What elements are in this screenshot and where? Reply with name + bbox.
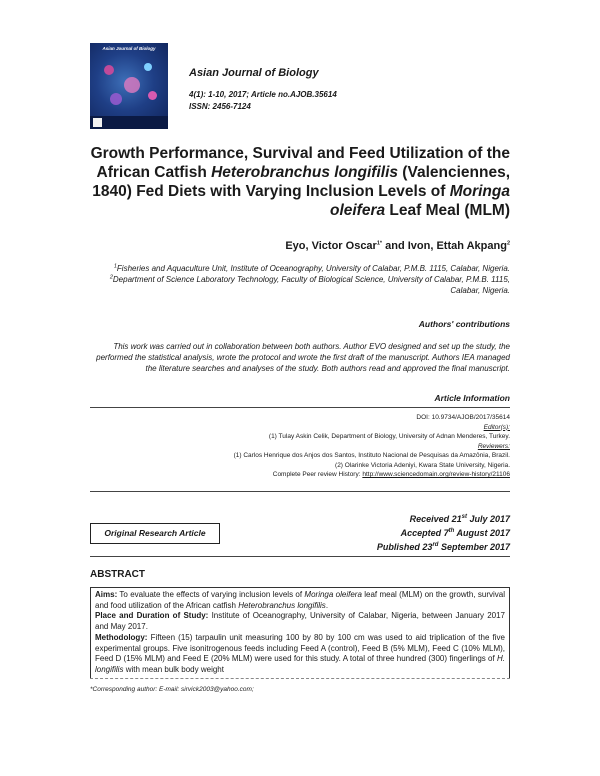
volume-line: 4(1): 1-10, 2017; Article no.AJOB.35614 <box>189 90 337 99</box>
reviewer-entry: (2) Olarinke Victoria Adeniyi, Kwara State University, Nigeria. <box>335 461 510 469</box>
doi: DOI: 10.9734/AJOB/2017/35614 <box>416 414 510 421</box>
article-info-heading: Article Information <box>434 393 510 403</box>
affiliation-text: Department of Science Laboratory Technology, Faculty of Biological Science, University of Calabar, P.M.B. 1115, Calabar, Nigeria. <box>112 275 510 295</box>
abstract-species: H. longifilis <box>95 654 505 674</box>
title-species: Heterobranchus longifilis <box>211 164 398 181</box>
cover-title: Asian Journal of Biology <box>102 46 156 51</box>
corresponding-author-footnote: *Corresponding author: E-mail: sirvick2003@yahoo.com; <box>90 686 254 693</box>
affiliation-item <box>80 274 510 296</box>
title-text: (Valenciennes, 1840) Fed Diets with Varying Inclusion Levels of <box>92 164 510 200</box>
affiliation-number: 2 <box>109 274 113 281</box>
issn-line: ISSN: 2456-7124 <box>189 102 251 111</box>
title-text: Leaf Meal (MLM) <box>385 202 510 219</box>
abstract-text: Institute of Oceanography, University of Calabar, Nigeria, between January 2017 and May 2017. <box>95 611 506 632</box>
footnote-divider <box>90 678 510 679</box>
date-text: Published 23 <box>376 542 433 552</box>
abstract-text: with mean bulk body weight <box>123 664 224 674</box>
publisher-logo-icon <box>93 118 102 127</box>
accepted-date <box>377 525 510 539</box>
review-history-link[interactable]: http://www.sciencedomain.org/review-history/21106 <box>362 471 510 478</box>
abstract-methodology <box>95 633 505 676</box>
review-history <box>80 470 510 480</box>
abstract-label: Methodology: <box>95 632 148 642</box>
author-connector: and <box>382 240 408 252</box>
contributions-heading: Authors' contributions <box>418 319 510 329</box>
abstract-species: Moringa oleifera <box>304 590 362 599</box>
article-title <box>80 144 510 220</box>
published-date <box>377 539 510 553</box>
abstract-species: Heterobranchus longifilis <box>238 600 326 610</box>
divider <box>90 407 510 408</box>
abstract-text: . <box>325 600 329 610</box>
title-species: Moringa oleifera <box>329 183 510 219</box>
reviewers-label: Reviewers: <box>477 442 510 450</box>
author-name: Eyo, Victor Oscar <box>285 240 377 252</box>
contributions-text: This work was carried out in collaboration between both authors. Author EVO designed and set up the study, the performed the statistical analysis, wrote the protocol and wrote the first draft of the manuscript. Authors IEA managed the literature searches and analyses of the study. Both authors read and approved the final manuscript. <box>96 342 510 373</box>
divider <box>90 491 510 492</box>
affiliations <box>80 263 510 296</box>
author-list <box>285 240 510 252</box>
cover-art-dot <box>148 91 157 100</box>
author-affiliation-mark: 1* <box>376 240 383 247</box>
date-text: September 2017 <box>438 542 510 552</box>
divider <box>90 556 510 557</box>
affiliation-item <box>80 263 510 274</box>
received-date <box>377 511 510 525</box>
journal-name: Asian Journal of Biology <box>189 67 319 79</box>
editors-label: Editor(s): <box>483 423 510 431</box>
date-suffix: st <box>461 514 467 520</box>
abstract-box <box>90 587 510 678</box>
cover-art-dot <box>124 77 140 93</box>
author-name: Ivon, Ettah Akpang <box>407 240 507 252</box>
review-history-label: Complete Peer review History: <box>272 471 363 478</box>
abstract-label: Place and Duration of Study: <box>95 611 209 621</box>
date-text: Received 21 <box>409 514 462 524</box>
abstract-label: Aims: <box>95 590 118 599</box>
abstract-text: leaf meal (MLM) on the growth, survival and food utilization of the African catfish <box>95 590 505 610</box>
abstract-aims <box>95 590 505 611</box>
title-text: Growth Performance, Survival and Feed Utilization of the African Catfish <box>90 145 510 181</box>
date-suffix: rd <box>432 542 439 548</box>
cover-art-dot <box>144 63 152 71</box>
date-text: Accepted 7 <box>400 528 449 538</box>
article-type-badge: Original Research Article <box>90 523 220 544</box>
abstract-text: To evaluate the effects of varying inclusion levels of <box>117 590 305 599</box>
author-affiliation-mark: 2 <box>506 240 510 247</box>
date-suffix: th <box>448 528 455 534</box>
affiliation-number: 1 <box>113 263 117 270</box>
abstract-place <box>95 611 505 632</box>
abstract-heading: ABSTRACT <box>90 569 145 580</box>
publication-dates <box>377 511 510 553</box>
article-info <box>80 413 510 480</box>
date-text: August 2017 <box>454 528 510 538</box>
journal-cover-image <box>90 43 168 129</box>
cover-art-dot <box>104 65 114 75</box>
date-text: July 2017 <box>466 514 510 524</box>
cover-art-dot <box>110 93 122 105</box>
reviewer-entry: (1) Carlos Henrique dos Anjos dos Santos, Instituto Nacional de Pesquisas da Amazônia, Brazil. <box>233 452 510 459</box>
affiliation-text: Fisheries and Aquaculture Unit, Institute of Oceanography, University of Calabar, P.M.B. 1115, Calabar, Nigeria. <box>116 264 510 273</box>
abstract-text: Fifteen (15) tarpaulin unit measuring 100 by 80 by 100 cm was used to aid triplication of the five experimental groups. Five isonitrogenous feeds including Feed A (control), Feed B (5% MLM), Feed C (10% MLM), Feed D (15% MLM) and Feed E (20% MLM) were used for this study. A total of three hundred (300) fingerlings of <box>95 632 505 664</box>
editor-entry: (1) Tulay Askin Celik, Department of Biology, University of Adnan Menderes, Turkey. <box>268 433 510 440</box>
